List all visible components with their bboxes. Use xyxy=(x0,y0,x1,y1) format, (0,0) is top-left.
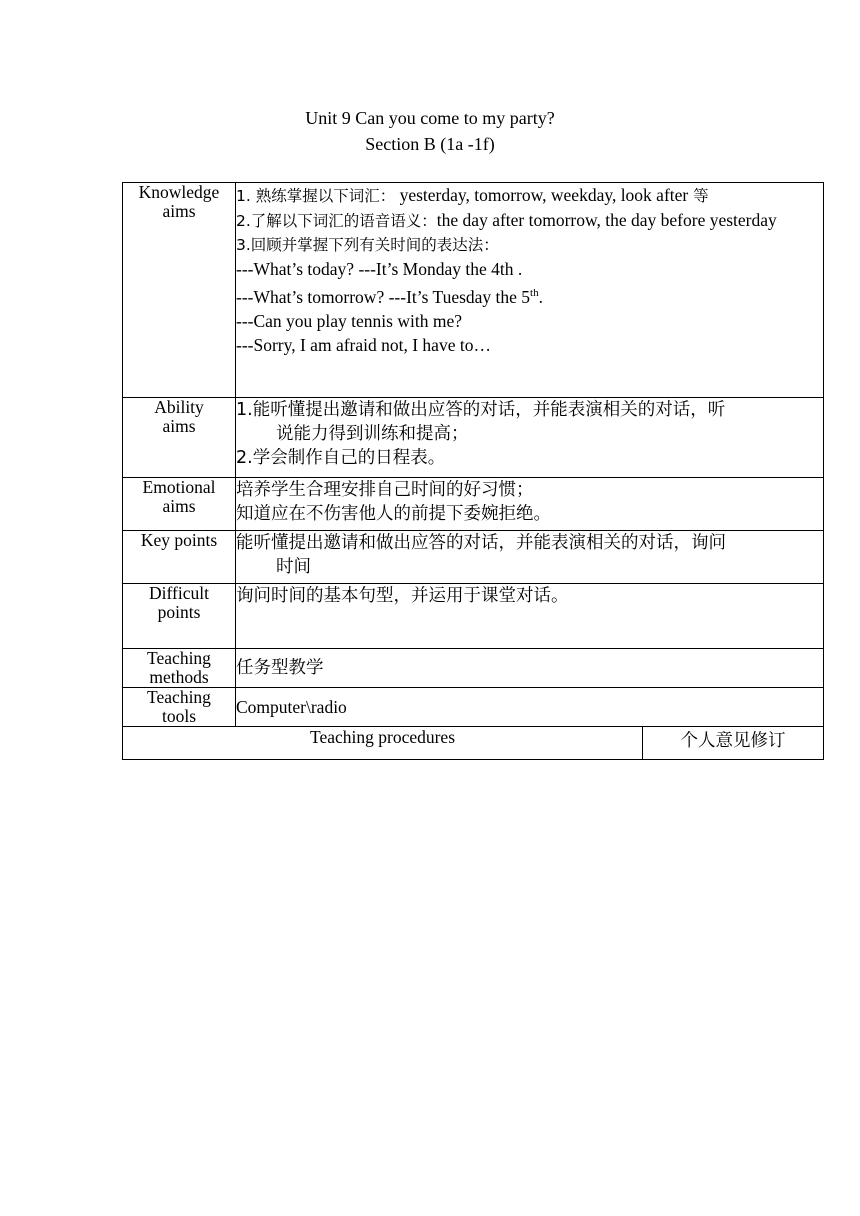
document-subtitle: Section B (1a -1f) xyxy=(365,134,495,154)
knowledge-line-6: ---Can you play tennis with me? xyxy=(236,310,462,331)
emotional-line-2: 知道应在不伤害他人的前提下委婉拒绝。 xyxy=(236,504,551,524)
cell-teaching-methods: 任务型教学 xyxy=(236,649,824,688)
difficult-points-line-1: 询问时间的基本句型，并运用于课堂对话。 xyxy=(236,586,569,606)
lesson-plan-table xyxy=(122,182,824,760)
row-ability-aims xyxy=(123,398,824,478)
label-teaching-methods xyxy=(123,649,236,688)
teaching-procedures-header: Teaching procedures xyxy=(123,727,643,760)
label-line: Teaching xyxy=(147,687,211,707)
knowledge-line-3: 3.回顾并掌握下列有关时间的表达法： xyxy=(236,236,499,254)
label-line: aims xyxy=(162,416,196,436)
knowledge-line-2: 2.了解以下词汇的语音语义：the day after tomorrow, the day before yesterday xyxy=(236,210,777,230)
label-knowledge-aims xyxy=(123,183,236,398)
cell-teaching-tools: Computer\radio xyxy=(236,688,824,727)
cell-emotional-aims xyxy=(236,478,824,531)
cell-difficult-points xyxy=(236,584,824,649)
cell-key-points xyxy=(236,531,824,584)
knowledge-line-7: ---Sorry, I am afraid not, I have to… xyxy=(236,334,491,355)
label-line: Teaching xyxy=(147,648,211,668)
revision-header: 个人意见修订 xyxy=(643,727,824,760)
label-line: Key points xyxy=(140,530,218,550)
row-difficult-points xyxy=(123,584,824,649)
cell-ability-aims xyxy=(236,398,824,478)
row-teaching-methods xyxy=(123,649,824,688)
document-title: Unit 9 Can you come to my party? xyxy=(305,108,555,128)
knowledge-line-4: ---What’s today? ---It’s Monday the 4th . xyxy=(236,259,523,279)
label-line: aims xyxy=(162,496,196,516)
label-ability-aims xyxy=(123,398,236,478)
row-teaching-procedures xyxy=(123,727,824,760)
label-difficult-points xyxy=(123,584,236,649)
row-knowledge-aims xyxy=(123,183,824,398)
label-line: aims xyxy=(162,201,196,221)
label-line: Emotional xyxy=(142,477,216,497)
label-emotional-aims xyxy=(123,478,236,531)
cell-knowledge-aims xyxy=(236,183,824,398)
label-key-points xyxy=(123,531,236,584)
label-line: methods xyxy=(149,667,209,687)
knowledge-line-5: ---What’s tomorrow? ---It’s Tuesday the 5th. xyxy=(236,286,543,307)
row-emotional-aims xyxy=(123,478,824,531)
key-points-line-1: 能听懂提出邀请和做出应答的对话，并能表演相关的对话，询问 xyxy=(236,533,726,553)
key-points-line-1-cont: 时间 xyxy=(276,557,311,577)
emotional-line-1: 培养学生合理安排自己时间的好习惯； xyxy=(236,480,534,500)
label-line: tools xyxy=(161,706,197,726)
ability-line-1: 1.能听懂提出邀请和做出应答的对话，并能表演相关的对话，听 xyxy=(236,400,726,420)
label-line: Difficult xyxy=(149,583,209,603)
row-teaching-tools xyxy=(123,688,824,727)
ability-line-1-cont: 说能力得到训练和提高； xyxy=(276,424,469,444)
label-line: points xyxy=(157,602,201,622)
ability-line-2: 2.学会制作自己的日程表。 xyxy=(236,448,446,468)
label-teaching-tools xyxy=(123,688,236,727)
label-line: Knowledge xyxy=(138,182,220,202)
knowledge-line-1: 1. 熟练掌握以下词汇： yesterday, tomorrow, weekday, look after 等 xyxy=(236,185,709,205)
label-line: Ability xyxy=(154,397,204,417)
row-key-points xyxy=(123,531,824,584)
